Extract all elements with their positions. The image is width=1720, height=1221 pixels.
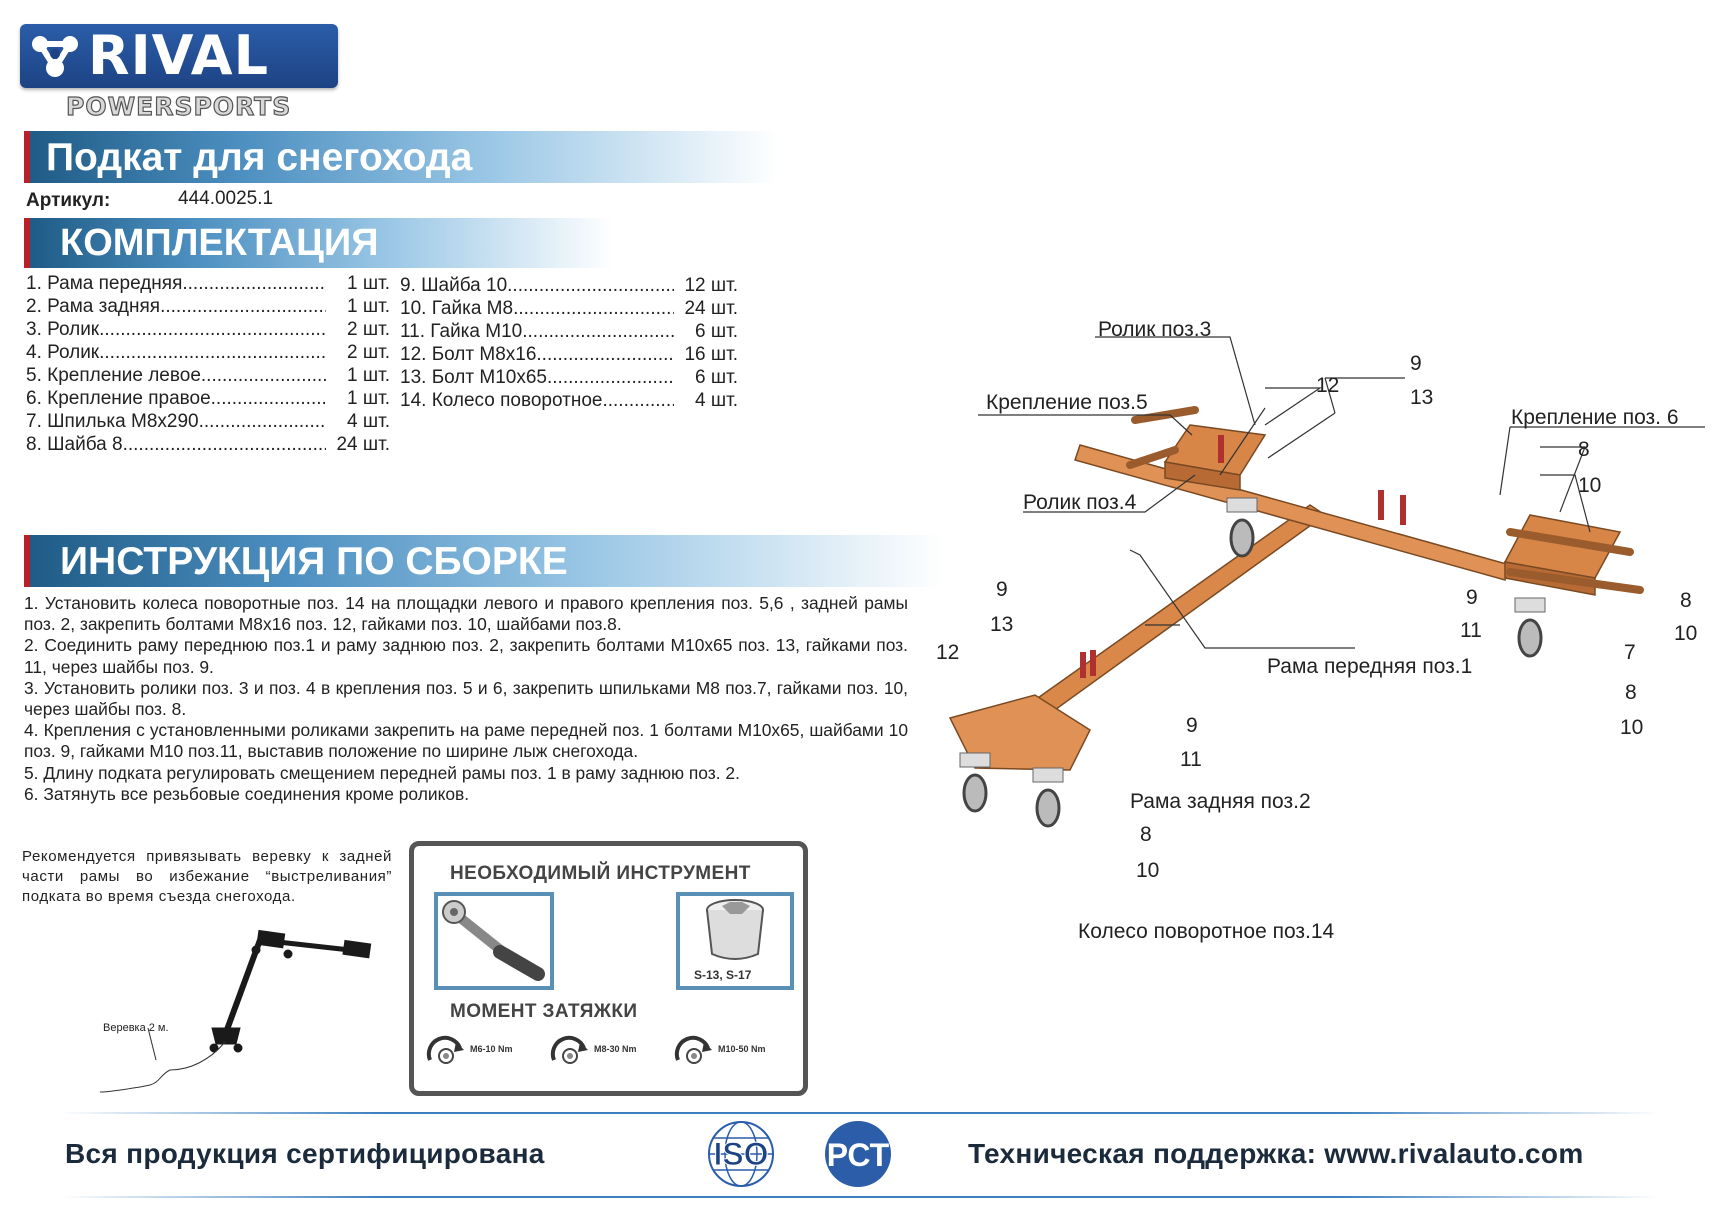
- callout-8: 8: [1578, 438, 1590, 461]
- list-item: 3. Ролик ..... 2 шт.: [26, 318, 390, 341]
- rope-recommendation: Рекомендуется привязывать веревку к задней части рамы во избежание “выстреливания” подката во время съезда снегохода.: [22, 848, 392, 905]
- list-item: 11. Гайка M10 ..... 6 шт.: [400, 320, 738, 343]
- brand-logo: [20, 24, 338, 88]
- list-item: 9. Шайба 10 ..... 12 шт.: [400, 274, 738, 297]
- callout-10: 10: [1620, 716, 1644, 739]
- torque-m10: [674, 1032, 766, 1068]
- callout-11: 11: [1180, 748, 1202, 771]
- label-roller-4: Ролик поз.4: [1023, 491, 1137, 514]
- callout-12: 12: [1316, 374, 1340, 397]
- title-band: [24, 131, 779, 183]
- footer-rule-bottom: [60, 1196, 1660, 1198]
- torque-label: M10-50 Nm: [718, 1044, 766, 1054]
- callout-8: 8: [1680, 589, 1692, 612]
- callout-10: 10: [1578, 474, 1602, 497]
- article-value: 444.0025.1: [178, 188, 274, 209]
- torque-arrow-icon: [550, 1032, 590, 1068]
- list-item: 5. Крепление левое ..... 1 шт.: [26, 364, 390, 387]
- list-item: 4. Ролик ..... 2 шт.: [26, 341, 390, 364]
- rope-illustration: [100, 920, 390, 1100]
- ratchet-wrench-image: [434, 892, 554, 990]
- logo-mark-icon: [28, 32, 86, 80]
- callout-9: 9: [1466, 586, 1478, 609]
- brand-subline: POWERSPORTS: [66, 92, 292, 121]
- label-caster-wheel: Колесо поворотное поз.14: [1078, 920, 1335, 943]
- callout-13: 13: [1410, 386, 1434, 409]
- instructions-list: [24, 593, 908, 805]
- callout-12: 12: [936, 641, 960, 664]
- list-item: 7. Шпилька M8x290 ..... 4 шт.: [26, 410, 390, 433]
- pct-text: РСТ: [826, 1137, 890, 1173]
- callout-10: 10: [1136, 859, 1160, 882]
- list-item: 10. Гайка M8 ..... 24 шт.: [400, 297, 738, 320]
- kit-band: [24, 218, 614, 268]
- torque-label: M8-30 Nm: [594, 1044, 637, 1054]
- callout-11: 11: [1460, 619, 1482, 642]
- list-item: 8. Шайба 8 ..... 24 шт.: [26, 433, 390, 456]
- label-rear-frame: Рама задняя поз.2: [1130, 790, 1311, 813]
- page-title: Подкат для снегохода: [46, 136, 473, 179]
- tools-heading: НЕОБХОДИМЫЙ ИНСТРУМЕНТ: [450, 863, 751, 884]
- instructions-band: [24, 535, 944, 587]
- torque-arrow-icon: [674, 1032, 714, 1068]
- callout-10: 10: [1674, 622, 1698, 645]
- list-item: 2. Рама задняя ..... 1 шт.: [26, 295, 390, 318]
- list-item: 13. Болт M10x65 ..... 6 шт.: [400, 366, 738, 389]
- ratchet-wrench-icon: [438, 896, 550, 986]
- torque-heading: МОМЕНТ ЗАТЯЖКИ: [450, 1001, 638, 1022]
- iso-logo: [698, 1118, 784, 1190]
- callout-13: 13: [990, 613, 1014, 636]
- callout-8: 8: [1140, 823, 1152, 846]
- parts-list-1: [26, 272, 390, 456]
- instructions-heading: ИНСТРУКЦИЯ ПО СБОРКЕ: [60, 540, 568, 583]
- rope-label: Веревка 2 м.: [103, 1022, 169, 1034]
- torque-label: M6-10 Nm: [470, 1044, 513, 1054]
- article-label: Артикул:: [26, 190, 111, 211]
- socket-icon: [680, 896, 790, 966]
- label-mount-5: Крепление поз.5: [986, 391, 1148, 414]
- callout-9: 9: [1186, 714, 1198, 737]
- list-item: 6. Крепление правое ..... 1 шт.: [26, 387, 390, 410]
- label-roller-3: Ролик поз.3: [1098, 318, 1212, 341]
- instruction-step: 6. Затянуть все резьбовые соединения кроме роликов.: [24, 783, 470, 804]
- callout-9: 9: [996, 578, 1008, 601]
- certification-text: Вся продукция сертифицирована: [65, 1138, 545, 1169]
- pct-logo: [818, 1118, 906, 1190]
- list-item: 12. Болт M8x16 ..... 16 шт.: [400, 343, 738, 366]
- instruction-step: 1. Установить колеса поворотные поз. 14 на площадки левого и правого крепления поз. 5,6 , задней рамы поз. 2, закрепить болтами M8x16 поз. 12, гайками поз. 10, шайбами поз.8.: [24, 593, 908, 635]
- support-text: Техническая поддержка: www.rivalauto.com: [968, 1138, 1584, 1169]
- parts-list-2: [400, 274, 738, 412]
- instruction-step: 5. Длину подката регулировать смещением передней рамы поз. 1 в раму заднюю поз. 2.: [24, 762, 740, 783]
- callout-7: 7: [1624, 641, 1636, 664]
- torque-m8: [550, 1032, 637, 1068]
- brand-name: RIVAL: [88, 24, 270, 87]
- list-item: 14. Колесо поворотное ..... 4 шт.: [400, 389, 738, 412]
- callout-9: 9: [1410, 352, 1422, 375]
- torque-arrow-icon: [426, 1032, 466, 1068]
- iso-text: ISO: [713, 1136, 769, 1172]
- socket-image: [676, 892, 794, 990]
- callout-8: 8: [1625, 681, 1637, 704]
- torque-m6: [426, 1032, 513, 1068]
- mini-dolly-icon: [210, 930, 371, 1052]
- instruction-step: 3. Установить ролики поз. 3 и поз. 4 в крепления поз. 5 и 6, закрепить шпильками M8 поз.7, гайками поз. 10, через шайбы поз. 8.: [24, 677, 908, 720]
- label-mount-6: Крепление поз. 6: [1511, 406, 1679, 429]
- socket-sizes: S-13, S-17: [694, 968, 752, 982]
- instruction-step: 4. Крепления с установленными роликами закрепить на раме передней поз. 1 болтами M10x65, шайбами 10 поз. 9, гайками M10 поз.11, выставив положение по ширине лыж снегохода.: [24, 720, 908, 762]
- label-front-frame: Рама передняя поз.1: [1267, 655, 1473, 678]
- list-item: 1. Рама передняя ..... 1 шт.: [26, 272, 390, 295]
- footer-rule-top: [60, 1112, 1660, 1114]
- kit-heading: КОМПЛЕКТАЦИЯ: [60, 222, 379, 264]
- tool-box: [409, 841, 808, 1096]
- front-frame-shape: [1035, 505, 1325, 712]
- instruction-step: 2. Соединить раму переднюю поз.1 и раму заднюю поз. 2, закрепить болтами M10x65 поз. 13, гайками поз. 11, через шайбы поз. 9.: [24, 635, 908, 677]
